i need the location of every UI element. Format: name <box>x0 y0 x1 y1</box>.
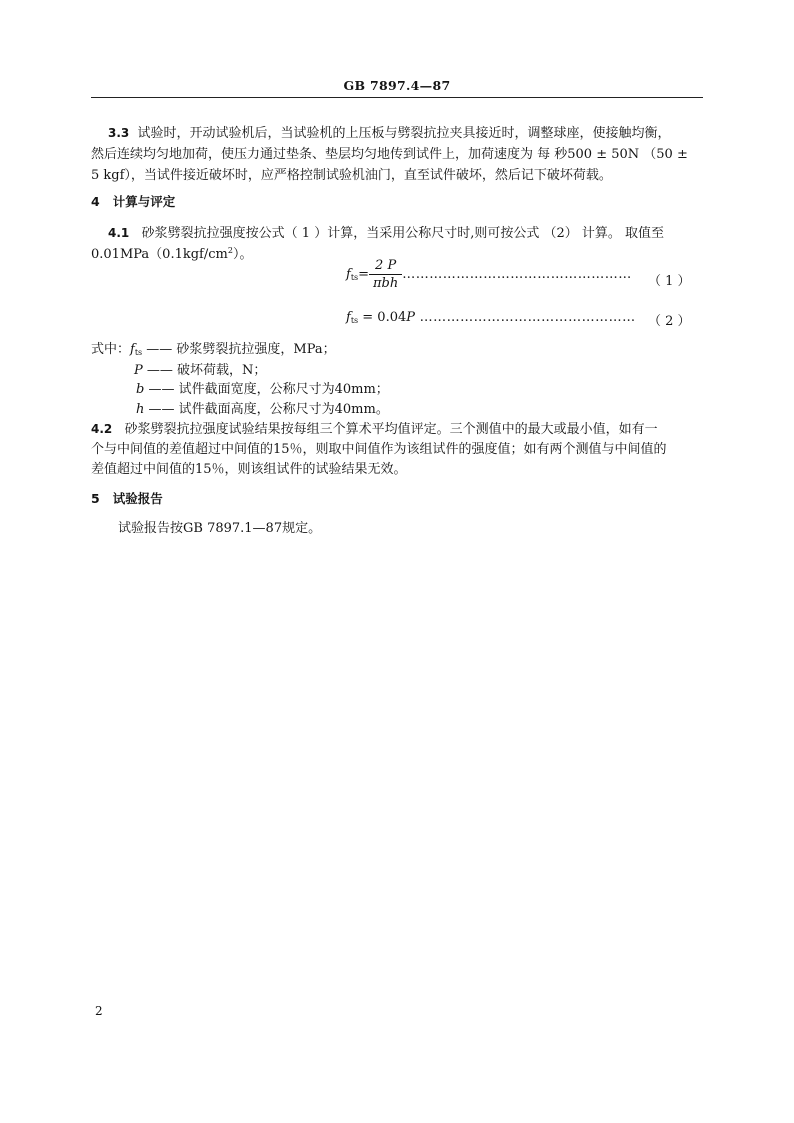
formula-2-label: （ 2 ） <box>648 314 691 329</box>
dot-leader: …………………………………………… <box>402 267 632 282</box>
section-4-1-line-2: $0.01MPa(0.1kgf/cm^2)$。 <box>91 246 253 262</box>
section-number: 4.2 <box>91 422 113 436</box>
section-4-1-line-1 <box>108 222 664 241</box>
where-item-2: P —— 破坏荷载，N； <box>134 363 267 378</box>
section-title: 试验报告 <box>112 491 163 506</box>
where-item-1: 式中：$f_{ts}$ —— 砂浆劈裂抗拉强度，MPa； <box>91 342 336 357</box>
page-number: 2 <box>95 1004 103 1018</box>
section-4-2-line-1 <box>91 418 658 437</box>
paragraph-text: 试验时，开动试验机后，当试验机的上压板与劈裂抗拉夹具接近时，调整球座，使接触均衡， <box>137 126 671 141</box>
section-4-heading <box>91 192 175 210</box>
section-number: 5 <box>91 491 100 506</box>
section-5-body: 试验报告按GB 7897.1—87规定。 <box>118 521 322 536</box>
formula-1-label: （ 1 ） <box>648 274 691 289</box>
section-4-2-line-3: 差值超过中间值的15％，则该组试件的试验结果无效。 <box>91 462 407 477</box>
dot-leader: ………………………………………… <box>415 310 636 325</box>
section-number: 3.3 <box>108 126 130 140</box>
paragraph-text: 砂浆劈裂抗拉强度试验结果按每组三个算术平均值评定。三个测值中的最大或最小值，如有一 <box>124 422 658 437</box>
section-5-heading <box>91 489 163 507</box>
where-item-4: h —— 试件截面高度，公称尺寸为40mm。 <box>136 402 389 417</box>
where-item-3: b —— 试件截面宽度，公称尺寸为40mm； <box>136 382 389 397</box>
section-3-3-line-1 <box>108 122 671 141</box>
formula-1: $f_{ts}=$ $\frac{2 P}{\text{πbh}}$ …………………………………………… <box>346 258 632 291</box>
page-header: GB 7897.4—87 <box>343 78 451 93</box>
fraction <box>369 258 402 291</box>
section-4-2-line-2: 个与中间值的差值超过中间值的15％，则取中间值作为该组试件的强度值；如有两个测值与中间值的 <box>91 442 667 457</box>
section-number: 4 <box>91 194 100 209</box>
section-title: 计算与评定 <box>112 194 176 209</box>
section-number: 4.1 <box>108 226 130 240</box>
denominator: πbh <box>373 276 399 291</box>
section-3-3-line-2: 然后连续均匀地加荷，使压力通过垫条、垫层均匀地传到试件上，加荷速度为 每 秒500 ± 50N （50 ± <box>91 147 688 162</box>
header-rule <box>91 97 703 98</box>
paragraph-text: 砂浆劈裂抗拉强度按公式（ 1 ）计算，当采用公称尺寸时,则可按公式 （2） 计算。 取值至 <box>141 226 665 241</box>
formula-2: $f_{ts} = 0.04P$ ………………………………………… <box>346 310 636 325</box>
section-3-3-line-3: 5 kgf），当试件接近破坏时，应严格控制试验机油门，直至试件破坏，然后记下破坏荷载。 <box>91 168 612 183</box>
numerator: 2 P <box>369 258 402 275</box>
